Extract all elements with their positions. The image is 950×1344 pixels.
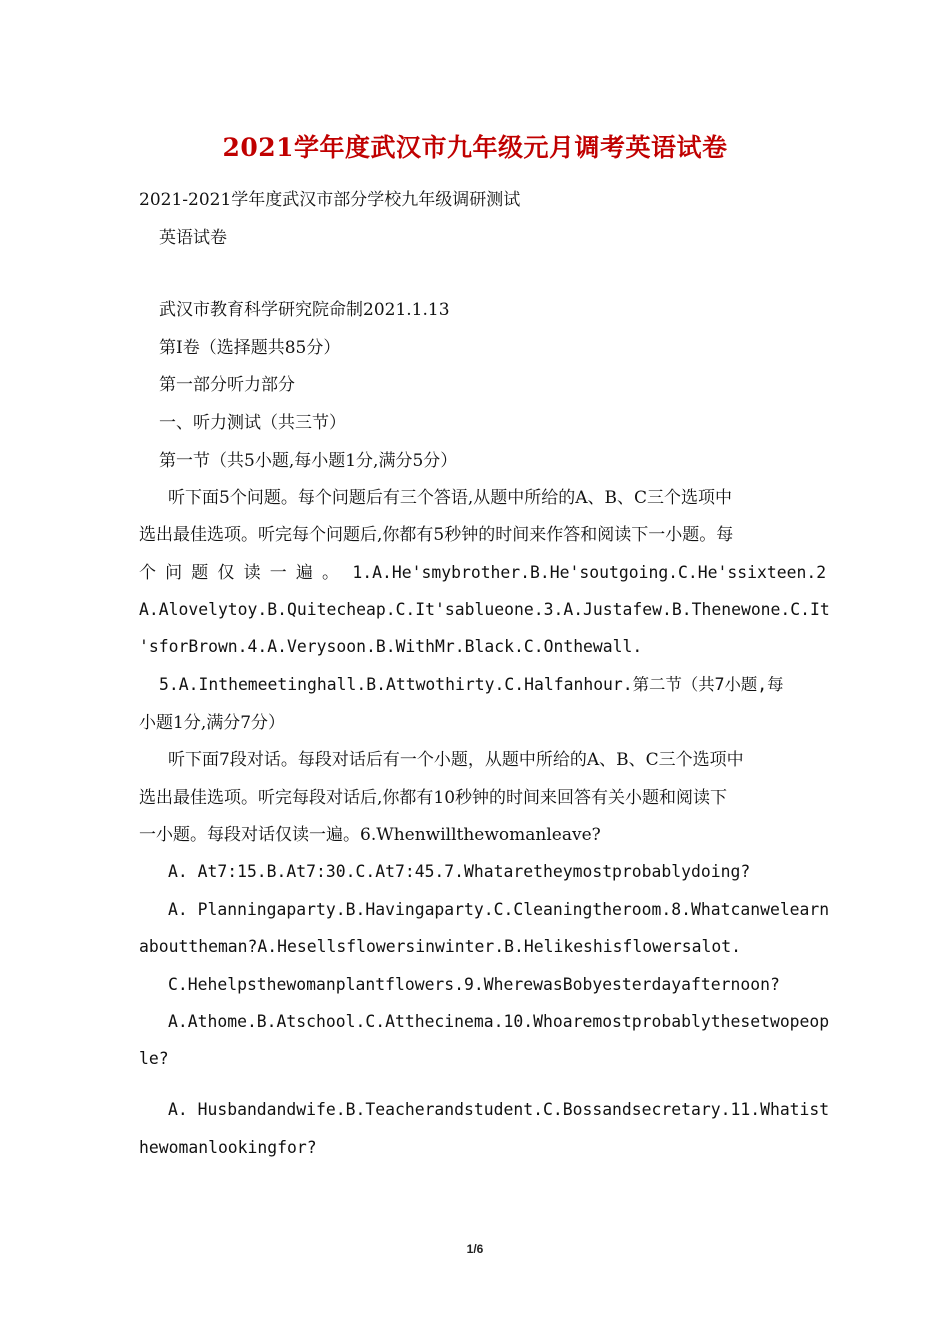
question-line: A. Husbandandwife.B.Teacherandstudent.C.Bossandsecretary.11.Whatist	[168, 1100, 830, 1119]
cjk-char: 遍	[295, 563, 313, 583]
question-line: A. Planningaparty.B.Havingaparty.C.Cleaningtheroom.8.Whatcanwelearn	[168, 900, 830, 919]
section2-instruction: 听下面7段对话。每段对话后有一个小题，从题中所给的A、B、C三个选项中	[168, 750, 744, 770]
document-title: 2021学年度武汉市九年级元月调考英语试卷	[222, 133, 728, 162]
question-line: C.Hehelpsthewomanplantflowers.9.WherewasBobyesterdayafternoon?	[168, 975, 780, 994]
question-line: A.Athome.B.Atschool.C.Atthecinema.10.Whoaremostprobablythesetwopeop	[168, 1012, 830, 1031]
section1-instruction-spread	[139, 561, 827, 585]
subject-label: 英语试卷	[159, 228, 227, 248]
section1-heading: 第一节（共5小题,每小题1分,满分5分）	[159, 451, 458, 471]
page-number: 1/6	[466, 1242, 484, 1256]
question-line: le?	[139, 1049, 169, 1068]
volume-heading: 第I卷（选择题共85分）	[159, 338, 341, 358]
question-line: A. At7:15.B.At7:30.C.At7:45.7.Whataretheymostprobablydoing?	[168, 862, 751, 881]
part-heading: 第一部分听力部分	[159, 375, 295, 395]
section2-instruction: 选出最佳选项。听完每段对话后,你都有10秒钟的时间来回答有关小题和阅读下	[139, 788, 728, 808]
question-line: 'sforBrown.4.A.Verysoon.B.WithMr.Black.C.Onthewall.	[139, 637, 643, 656]
cjk-char: 一	[269, 563, 287, 583]
cjk-char: 。	[321, 563, 339, 583]
cjk-char: 仅	[217, 563, 235, 583]
cjk-char: 题	[191, 563, 209, 583]
section1-instruction: 听下面5个问题。每个问题后有三个答语,从题中所给的A、B、C三个选项中	[168, 488, 732, 508]
exam-subtitle: 2021-2021学年度武汉市部分学校九年级调研测试	[139, 190, 521, 210]
issuer-line: 武汉市教育科学研究院命制2021.1.13	[159, 300, 450, 320]
section2-heading-tail: 小题1分,满分7分）	[139, 713, 286, 733]
question-line: 5.A.Inthemeetinghall.B.Attwothirty.C.Halfanhour.第二节（共7小题,每	[159, 675, 784, 694]
question-line: A.Alovelytoy.B.Quitecheap.C.It'sablueone.3.A.Justafew.B.Thenewone.C.It	[139, 600, 830, 619]
section2-instruction: 一小题。每段对话仅读一遍。6.Whenwillthewomanleave?	[139, 825, 601, 845]
question-line: 1.A.He'smybrother.B.He'soutgoing.C.He'ssixteen.2	[352, 563, 827, 582]
cjk-char: 个	[139, 563, 156, 583]
section1-instruction: 选出最佳选项。听完每个问题后,你都有5秒钟的时间来作答和阅读下一小题。每	[139, 525, 734, 545]
cjk-char: 读	[243, 563, 261, 583]
question-line: abouttheman?A.Hesellsflowersinwinter.B.Helikeshisflowersalot.	[139, 937, 741, 956]
question-line: hewomanlookingfor?	[139, 1138, 317, 1157]
section-heading: 一、听力测试（共三节）	[159, 413, 346, 433]
cjk-char: 问	[165, 563, 183, 583]
